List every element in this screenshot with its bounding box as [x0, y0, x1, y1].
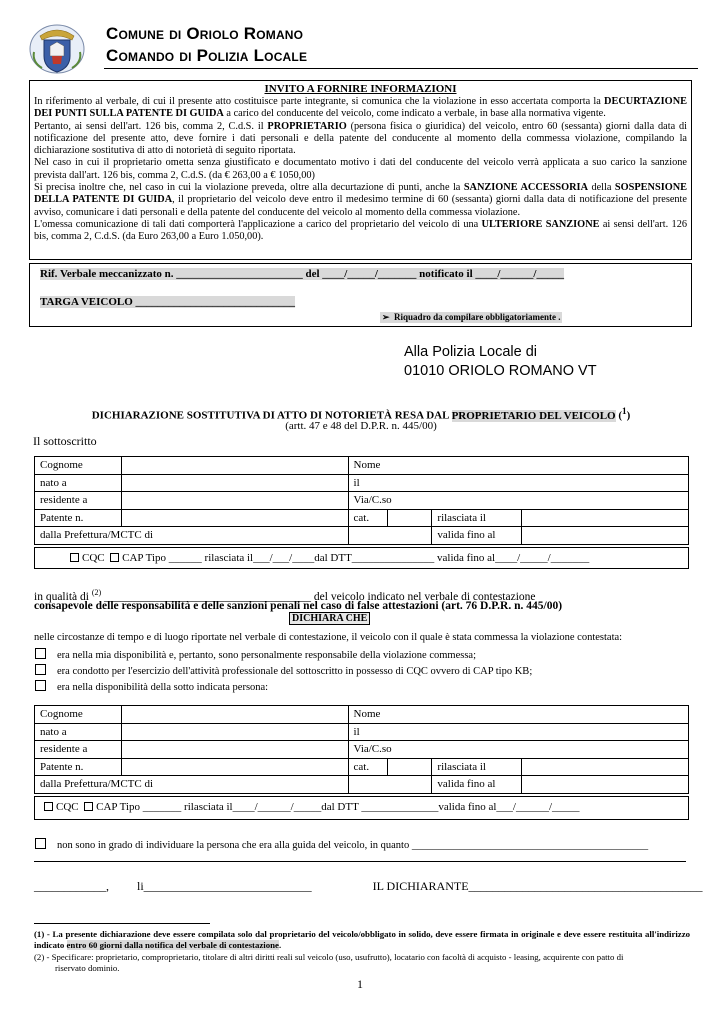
driver-cognome-label: Cognome — [35, 706, 122, 724]
driver-cognome-input[interactable] — [121, 706, 348, 724]
driver-nato-a-input[interactable] — [121, 723, 348, 741]
invite-p4-bold-2: SOSPENSIONE DELLA PATENTE DI GUIDA — [34, 182, 688, 206]
driver-prefettura-label: dalla Prefettura/MCTC di — [40, 778, 154, 791]
driver-patente-input[interactable] — [121, 758, 348, 776]
invite-p1-bold: DECURTAZIONE DEI PUNTI SULLA PATENTE DI GUIDA — [34, 96, 687, 120]
table-row — [35, 776, 689, 794]
driver-valida-input[interactable] — [522, 776, 689, 794]
option-1-label: era nella mia disponibilità e, pertanto, sono personalmente responsabile della violazione commessa; — [57, 650, 476, 661]
verbale-reference-box — [29, 263, 692, 327]
reason-continuation-line[interactable] — [34, 861, 686, 862]
invite-p5-text: L'omessa comunicazione di tali dati comporterà l'applicazione a carico del proprietario del veicolo di una — [34, 218, 482, 230]
undersigned-label: Il sottoscritto — [33, 434, 97, 448]
cqc-cap-row-owner — [34, 547, 689, 569]
table-row — [35, 741, 689, 759]
nome-cell[interactable] — [348, 457, 688, 475]
rilasciata-input[interactable] — [522, 509, 689, 527]
footnote-1 — [34, 929, 690, 950]
invite-paragraph-4 — [34, 182, 687, 219]
nato-a-label: nato a — [35, 474, 122, 492]
option-other-person[interactable] — [35, 680, 268, 693]
valida-input[interactable] — [522, 527, 689, 545]
footnote-divider — [34, 923, 210, 924]
address-line-1: Alla Polizia Locale di — [404, 344, 537, 360]
via-cell[interactable] — [348, 492, 688, 510]
place-field[interactable]: ____________, — [34, 879, 109, 893]
cat-input[interactable] — [387, 509, 432, 527]
footnote-1-end: . — [278, 939, 282, 950]
invite-title: INVITO A FORNIRE INFORMAZIONI — [264, 83, 457, 95]
police-command-name: Comando di Polizia Locale — [106, 46, 308, 65]
declaration-title-text: DICHIARAZIONE SOSTITUTIVA DI ATTO DI NOTORIETÀ RESA DAL — [91, 409, 452, 422]
invite-p2-text-end: (persona fisica o giuridica) del veicolo, entro 60 (sessanta) giorni dalla data di notificazione del presente atto, deve fornire i dati personali e della patente del conducente al momento della commessa violazione, compilando la dichiarazione sostitutiva di atto di notorietà di seguito riportata. — [34, 120, 687, 157]
invite-p4-text: Si precisa inoltre che, nel caso in cui la violazione preveda, oltre alla decurtazione di punti, anche la — [34, 182, 464, 194]
driver-cqc-label: CQC — [56, 801, 79, 813]
prefettura-input[interactable] — [348, 527, 432, 545]
invite-p5-text-end: ai sensi dell'art. 126 bis, comma 2, C.d.S. (da Euro 263,00 a Euro 1.050,00). — [34, 218, 687, 243]
option-2-label: era condotto per l'esercizio dell'attività professionale del sottoscritto in possesso di CQC ovvero di CAP tipo KB; — [57, 666, 533, 677]
driver-prefettura-input[interactable] — [348, 776, 432, 794]
driver-il-label: il — [353, 725, 360, 738]
invite-p4-text-mid: della — [588, 182, 615, 194]
in-qualita-text: in qualità di — [34, 590, 92, 603]
declaration-title-highlight: PROPRIETARIO DEL VEICOLO — [451, 409, 616, 422]
cap-checkbox[interactable] — [110, 553, 119, 562]
invite-p1-text: In riferimento al verbale, di cui il presente atto costituisce parte integrante, si comunica che la violazione in esso accertata comporta la — [34, 96, 605, 107]
page-number: 1 — [357, 977, 363, 991]
residente-input[interactable] — [121, 492, 348, 510]
driver-rilasciata-input[interactable] — [522, 758, 689, 776]
declaration-title-paren-close: ) — [626, 409, 631, 422]
patente-label: Patente n. — [35, 509, 122, 527]
driver-cqc-checkbox[interactable] — [44, 802, 53, 811]
circumstances-text: nelle circostanze di tempo e di luogo riportate nel verbale di contestazione, il veicolo con il quale è stata commessa la violazione contestata: — [34, 632, 623, 643]
table-row — [35, 457, 689, 475]
verbale-number-field[interactable]: Rif. Verbale meccanizzato n. _______________________ del ____/_____/_______ notificato il ____/______/_____ — [40, 268, 564, 280]
mandatory-note — [380, 312, 562, 323]
invite-paragraph-1 — [34, 96, 687, 121]
table-row — [35, 492, 689, 510]
driver-nato-a-label: nato a — [35, 723, 122, 741]
invite-p2-bold: PROPRIETARIO — [267, 120, 347, 132]
driver-residente-input[interactable] — [121, 741, 348, 759]
declaration-subtitle: (artt. 47 e 48 del D.P.R. n. 445/00) — [285, 420, 437, 432]
municipal-coat-of-arms-logo — [28, 22, 86, 76]
driver-data-table — [34, 705, 689, 794]
footnote-2-text: (2) - Specificare: proprietario, comproprietario, titolare di altri diritti reali sul veicolo (uso, usufrutto), locatario con facoltà di acquisto - leasing, acquirente con patto di — [34, 952, 624, 962]
via-label: Via/C.so — [353, 494, 392, 507]
date-field[interactable]: li____________________________ — [137, 879, 312, 893]
invite-p4-bold-1: SANZIONE ACCESSORIA — [463, 182, 589, 194]
cat-label: cat. — [348, 509, 387, 527]
invite-p1-text-end: a carico del conducente del veicolo, come indicato a verbale, in base alla normativa vigente. — [223, 108, 606, 120]
option-4-checkbox[interactable] — [35, 838, 46, 849]
driver-cap-checkbox[interactable] — [84, 802, 93, 811]
municipality-name: Comune di Oriolo Romano — [106, 24, 304, 43]
driver-rilasciata-label: rilasciata il — [432, 758, 522, 776]
driver-via-cell[interactable] — [348, 741, 688, 759]
option-unknown-driver[interactable] — [35, 838, 648, 851]
driver-il-cell[interactable] — [348, 723, 688, 741]
driver-nome-cell[interactable] — [348, 706, 688, 724]
option-1-checkbox[interactable] — [35, 648, 46, 659]
header-divider — [104, 68, 698, 69]
driver-nome-label: Nome — [353, 708, 381, 721]
owner-data-table — [34, 456, 689, 545]
invite-p4-text-end: , il proprietario del veicolo deve entro il medesimo termine di 60 (sessanta) giorni dalla data di notificazione del presente avviso, comunicare i dati personali e della patente del conducente del veicolo al momento della commessa violazione. — [34, 194, 687, 218]
declares-heading: DICHIARA CHE — [289, 612, 370, 625]
residente-label: residente a — [35, 492, 122, 510]
footnote-1-highlight: entro 60 giorni dalla notifica del verbale di contestazione — [66, 939, 279, 950]
driver-cap-line: CAP Tipo _______ rilasciata il____/______/_____dal DTT ______________valida fino al___/______/_____ — [96, 801, 580, 813]
driver-cat-input[interactable] — [387, 758, 432, 776]
driver-valida-label: valida fino al — [432, 776, 522, 794]
in-qualita-text-end: ____________________________________ del veicolo indicato nel verbale di contestazione — [101, 590, 536, 603]
il-label: il — [353, 476, 360, 489]
driver-residente-label: residente a — [35, 741, 122, 759]
option-own-responsibility[interactable] — [35, 648, 476, 661]
nome-label: Nome — [353, 459, 381, 472]
table-row — [35, 474, 689, 492]
mandatory-note-text: Riquadro da compilare obbligatoriamente . — [394, 312, 561, 322]
arrow-icon: ➢ — [382, 312, 390, 322]
footnote-2 — [34, 952, 690, 973]
option-2-checkbox[interactable] — [35, 664, 46, 675]
invite-paragraph-5 — [34, 219, 687, 244]
option-4-label: non sono in grado di individuare la persona che era alla guida del veicolo, in quanto _____________________________________________ — [57, 840, 649, 851]
cqc-label: CQC — [82, 552, 105, 564]
table-row — [35, 723, 689, 741]
cognome-input[interactable] — [121, 457, 348, 475]
table-row — [35, 758, 689, 776]
recipient-address — [404, 343, 597, 381]
prefettura-label: dalla Prefettura/MCTC di — [40, 529, 154, 542]
footnote-ref-1: 1 — [622, 406, 627, 416]
rilasciata-label: rilasciata il — [432, 509, 522, 527]
invite-p5-bold: ULTERIORE SANZIONE — [481, 218, 600, 230]
footnote-1-text: (1) - La presente dichiarazione deve essere compilata solo dal proprietario del veicolo/obbligato in solido, deve essere firmata in originale e deve essere restituita all'indirizzo indicato — [34, 929, 690, 950]
nato-a-input[interactable] — [121, 474, 348, 492]
address-line-2: 01010 ORIOLO ROMANO VT — [404, 363, 597, 379]
invite-p2-text: Pertanto, ai sensi dell'art. 126 bis, comma 2, C.d.S. il — [34, 120, 268, 132]
table-row — [35, 527, 689, 545]
driver-cat-label: cat. — [348, 758, 387, 776]
footnote-ref-2: (2) — [91, 588, 102, 597]
declarant-signature-field[interactable]: IL DICHIARANTE_______________________________________ — [372, 879, 703, 893]
option-3-checkbox[interactable] — [35, 680, 46, 691]
il-cell[interactable] — [348, 474, 688, 492]
cqc-cap-row-driver — [34, 796, 689, 820]
driver-via-label: Via/C.so — [353, 743, 392, 756]
driver-prefettura-cell[interactable] — [35, 776, 349, 794]
option-3-label: era nella disponibilità della sotto indicata persona: — [57, 682, 269, 693]
valida-label: valida fino al — [432, 527, 522, 545]
cognome-label: Cognome — [35, 457, 122, 475]
prefettura-cell[interactable] — [35, 527, 349, 545]
invite-box — [29, 80, 692, 260]
signature-line[interactable] — [34, 879, 703, 894]
footnote-2-text-end: riservato dominio. — [55, 962, 120, 973]
table-row — [35, 706, 689, 724]
cap-line: CAP Tipo ______ rilasciata il___/___/____dal DTT_______________ valida fino al____/_____/_______ — [122, 552, 590, 564]
cqc-checkbox[interactable] — [70, 553, 79, 562]
driver-patente-label: Patente n. — [35, 758, 122, 776]
awareness-statement: consapevole delle responsabilità e delle sanzioni penali nel caso di false attestazioni (art. 76 D.P.R. n. 445/00) — [34, 600, 563, 612]
invite-paragraph-2 — [34, 121, 687, 158]
table-row — [35, 509, 689, 527]
invite-paragraph-3: Nel caso in cui il proprietario ometta senza giustificato e documentato motivo i dati del conducente del veicolo verrà applicata a suo carico la sanzione prevista dall'art. 126 bis, comma 2, C.d.S. (da € 263,00 a € 1050,00) — [34, 157, 687, 181]
option-professional-use[interactable] — [35, 664, 532, 677]
declaration-title-paren: ( — [615, 409, 623, 422]
plate-number-field[interactable]: TARGA VEICOLO _____________________________ — [40, 296, 296, 308]
patente-input[interactable] — [121, 509, 348, 527]
